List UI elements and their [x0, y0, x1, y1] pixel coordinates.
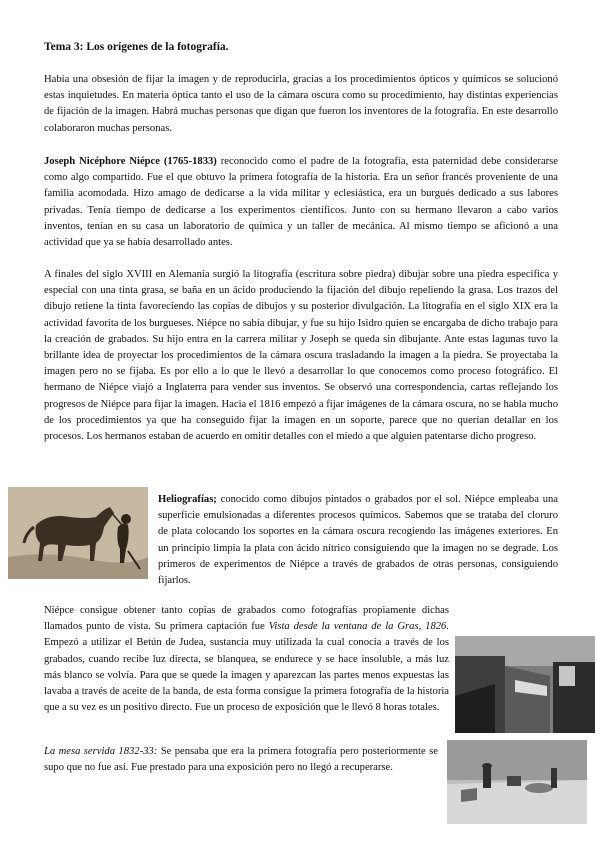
mesa-paragraph — [44, 744, 438, 776]
heliografias-text: conocido como dibujos pintados o grabados por el sol. Niépce empleaba una superficie emulsionadas a diferentes procesos químicos. Sabemos que se trataba del cloruro de plata colocando los soportes en la cámara oscura recogiendo las imágenes exteriores. En un principio limpia la plata con ácido nítrico consiguiendo que la imagen no se degrade. Los primeros de experimentos de Niépce a través de grabados de otras personas, consiguiendo fijarlos. — [158, 494, 558, 587]
vista-text-after: Empezó a utilizar el Betún de Judea, sustancia muy utilizada la cual conocía a través de los grabados, cuando recibe luz directa, se blanquea, se endurece y se hace insoluble, a más luz más blanco se volvía. Para que se quede la imagen y aparezcan las partes menos expuestas las lavaba a través de aceite de la banda, de esta forma consigue la primera fotografía de la historia que a su vez es un positivo directo. Fue un proceso de exposición que le llevó 8 horas totales. — [44, 637, 449, 714]
window-view-photo-image — [455, 636, 595, 733]
horse-engraving-image — [8, 487, 148, 579]
mesa-text: Se pensaba que era la primera fotografía pero posteriormente se supo que no fue así. Fue prestado para una exposición pero no llegó a recuperarse. — [44, 746, 438, 774]
mesa-work-title: La mesa servida 1832-33: — [44, 746, 158, 757]
niepce-bio-text: reconocido como el padre de la fotografía, esta paternidad debe considerarse como algo compartido. Fue el que obtuvo la primera fotografía de la historia. Era un señor francés proveniente de una familia acomodada. Hizo amago de dedicarse a la vida militar y eclesiástica, era un burgués dedicado a sus labores privadas. Tenía tiempo de dedicarse a los experimentos científicos. Junto con su hermano llevaron a cabo varios inventos, tenían en su casa un laboratorio de química y un taller de mecánica. Al mismo tiempo se aficionó a una actividad que ya se había desarrollado antes. — [44, 156, 559, 249]
intro-paragraph: Había una obsesión de fijar la imagen y de reproducirla, gracias a los procedimientos ópticos y químicos se solucionó estas inquietudes. En materia óptica tanto el uso de la cámara oscura como su procedimiento, hay distintas experiencias de fijación de la imagen. Habrá muchas personas que digan que fueron los inventores de la fotografía. En este desarrollo colaboraron muchas personas. — [44, 74, 558, 134]
lithography-paragraph: A finales del siglo XVIII en Alemania surgió la litografía (escritura sobre piedra) dibujar sobre una piedra específica y especial con una tinta grasa, se baña en un ácido produciendo la fijación del dibujo repeliendo la grasa. Los trazos del dibujo retiene la tinta favoreciendo las copias de dibujos y su posterior divulgación. La litografía en el siglo XIX era la actividad favorita de los burgueses. Niépce no sabía dibujar, y fue su hijo Isidro quien se encargaba de dicho trabajo para la creación de grabados. Su hijo entra en la carrera militar y Joseph se queda sin dibujante. Ante estas lagunas tuvo la brillante idea de proyectar los procedimientos de la cámara oscura trasladando la imagen a la piedra. Se proyectaba la imagen pero no se fijaba. Es por ello a lo que le llevó a desarrollar lo que conocemos como proceso fotográfico. El hermano de Niépce viajó a Inglaterra para vender sus inventos. Se observó una correspondencia, cartas reflejando los progresos de Niépce para fijar la imagen. Hacia el 1816 empezó a fijar imágenes de la cámara oscura, no se habla mucho de los procedimientos ya que ha conseguido fijar la imagen en un soporte, parece que no querían detallar en los procesos. Los hermanos estaban de acuerdo en omitir detalles con el miedo a que alguien patentarse dicho progreso. — [44, 269, 558, 443]
heliografias-term: Heliografías; — [158, 494, 217, 505]
niepce-name: Joseph Nicéphore Niépce (1765-1833) — [44, 156, 217, 167]
heliografias-paragraph — [158, 492, 558, 589]
table-set-photo-image — [447, 740, 587, 824]
vista-text-before: Niépce consigue obtener tanto copias de grabados como fotografías propiamente dichas llamados punto de vista. Su primera captación fue — [44, 605, 449, 633]
page-title: Tema 3: Los orígenes de la fotografía. — [44, 41, 229, 53]
niepce-bio-paragraph — [44, 154, 558, 251]
vista-work-title: Vista desde la ventana de la Gras, 1826. — [268, 621, 449, 633]
vista-paragraph — [44, 603, 449, 716]
